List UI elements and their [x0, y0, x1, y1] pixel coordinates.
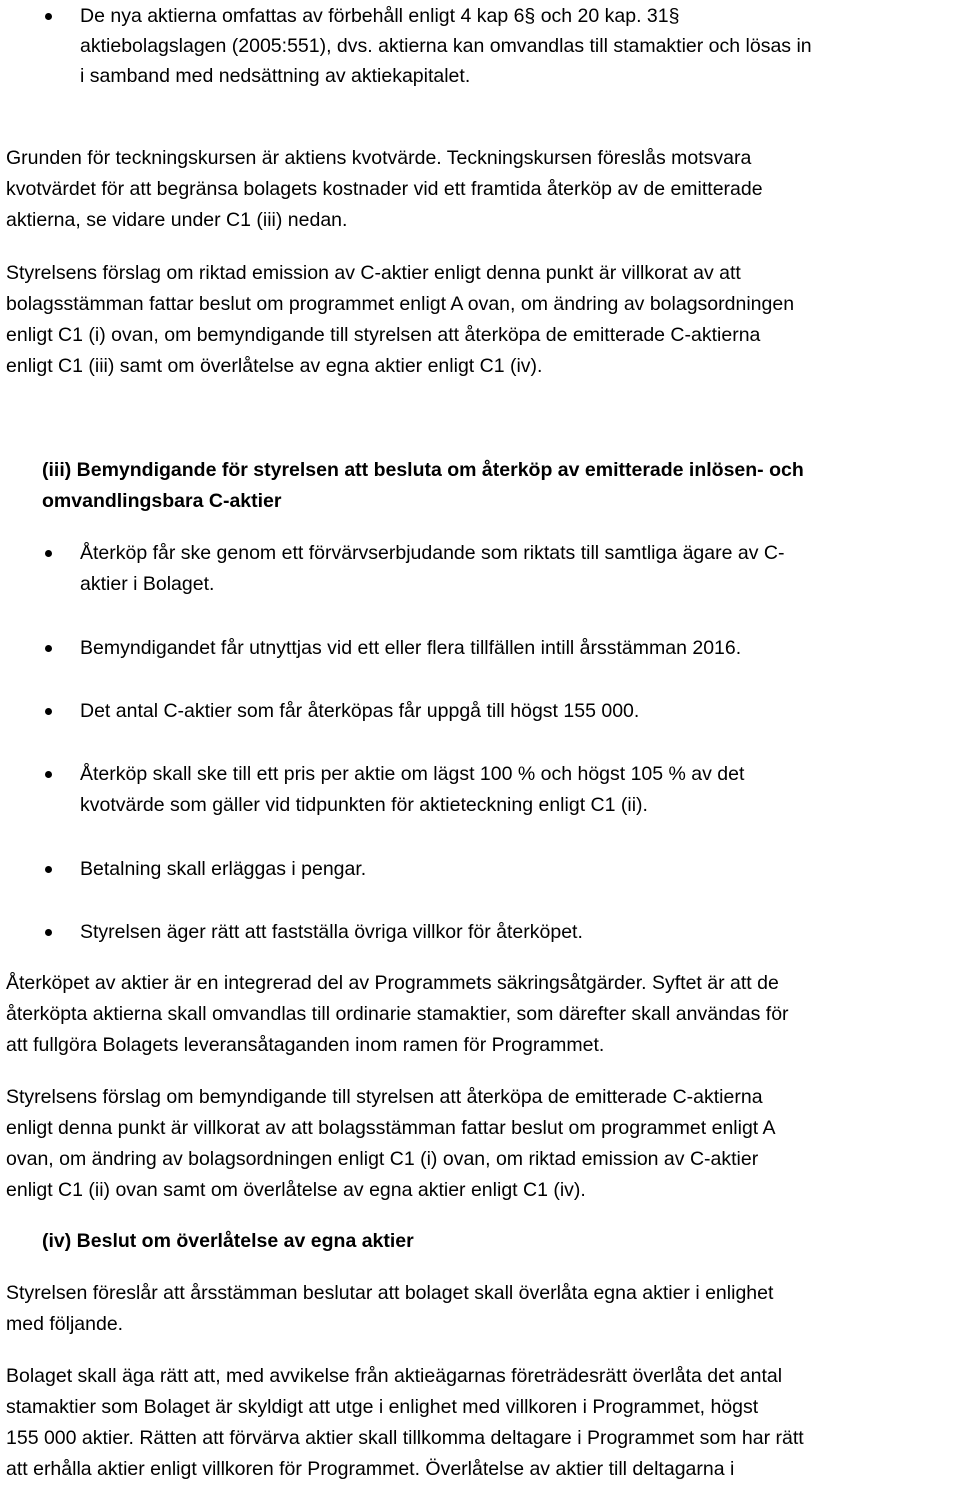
paragraph-line: ovan, om ändring av bolagsordningen enligt C1 (i) ovan, om riktad emission av C-aktier	[6, 1148, 759, 1170]
paragraph-line: Återköpet av aktier är en integrerad del av Programmets säkringsåtgärder. Syftet är att de	[6, 972, 779, 994]
bullet-point	[45, 708, 52, 715]
paragraph-line: Styrelsen föreslår att årsstämman beslutar att bolaget skall överlåta egna aktier i enlighet	[6, 1282, 774, 1304]
paragraph-line: Styrelsens förslag om bemyndigande till styrelsen att återköpa de emitterade C-aktierna	[6, 1086, 763, 1108]
paragraph-line: kvotvärdet för att begränsa bolagets kostnader vid ett framtida återköp av de emitterade	[6, 178, 763, 200]
bullet-text-line: aktier i Bolaget.	[80, 573, 215, 595]
paragraph-line: enligt C1 (ii) ovan samt om överlåtelse av egna aktier enligt C1 (iv).	[6, 1179, 586, 1201]
bullet-text-line: Styrelsen äger rätt att fastställa övriga villkor för återköpet.	[80, 921, 583, 943]
bullet-text-line: De nya aktierna omfattas av förbehåll enligt 4 kap 6§ och 20 kap. 31§	[80, 5, 680, 27]
bullet-point	[45, 866, 52, 873]
paragraph-line: Styrelsens förslag om riktad emission av C-aktier enligt denna punkt är villkorat av att	[6, 262, 741, 284]
paragraph-line: återköpta aktierna skall omvandlas till ordinarie stamaktier, som därefter skall användas för	[6, 1003, 789, 1025]
bullet-text-line: aktiebolagslagen (2005:551), dvs. aktierna kan omvandlas till stamaktier och lösas in	[80, 35, 812, 57]
bullet-text-line: i samband med nedsättning av aktiekapitalet.	[80, 65, 471, 87]
bullet-point	[45, 929, 52, 936]
bullet-point	[45, 645, 52, 652]
bullet-text-line: Det antal C-aktier som får återköpas får uppgå till högst 155 000.	[80, 700, 640, 722]
paragraph-line: att erhålla aktier enligt villkoren för Programmet. Överlåtelse av aktier till deltagarna i	[6, 1458, 735, 1480]
paragraph-line: med följande.	[6, 1313, 124, 1335]
paragraph-line: stamaktier som Bolaget är skyldigt att utge i enlighet med villkoren i Programmet, högst	[6, 1396, 759, 1418]
section-heading: (iv) Beslut om överlåtelse av egna aktier	[42, 1230, 414, 1252]
paragraph-line: Bolaget skall äga rätt att, med avvikelse från aktieägarnas företrädesrätt överlåta det antal	[6, 1365, 783, 1387]
paragraph-line: bolagsstämman fattar beslut om programmet enligt A ovan, om ändring av bolagsordningen	[6, 293, 795, 315]
bullet-point	[45, 13, 52, 20]
paragraph-line: enligt denna punkt är villkorat av att bolagsstämman fattar beslut om programmet enligt A	[6, 1117, 776, 1139]
paragraph-line: enligt C1 (i) ovan, om bemyndigande till styrelsen att återköpa de emitterade C-aktierna	[6, 324, 761, 346]
bullet-text-line: Återköp skall ske till ett pris per aktie om lägst 100 % och högst 105 % av det	[80, 763, 745, 785]
paragraph-line: Grunden för teckningskursen är aktiens kvotvärde. Teckningskursen föreslås motsvara	[6, 147, 752, 169]
paragraph-line: aktierna, se vidare under C1 (iii) nedan.	[6, 209, 348, 231]
bullet-point	[45, 550, 52, 557]
paragraph-line: att fullgöra Bolagets leveransåtaganden inom ramen för Programmet.	[6, 1034, 605, 1056]
bullet-text-line: Bemyndigandet får utnyttjas vid ett eller flera tillfällen intill årsstämman 2016.	[80, 637, 742, 659]
bullet-text-line: Återköp får ske genom ett förvärvserbjudande som riktats till samtliga ägare av C-	[80, 542, 785, 564]
paragraph-line: 155 000 aktier. Rätten att förvärva aktier skall tillkomma deltagare i Programmet som har rätt	[6, 1427, 804, 1449]
section-heading: omvandlingsbara C-aktier	[42, 490, 282, 512]
paragraph-line: enligt C1 (iii) samt om överlåtelse av egna aktier enligt C1 (iv).	[6, 355, 543, 377]
bullet-text-line: Betalning skall erläggas i pengar.	[80, 858, 367, 880]
section-heading: (iii) Bemyndigande för styrelsen att besluta om återköp av emitterade inlösen- och	[42, 459, 804, 481]
bullet-point	[45, 771, 52, 778]
bullet-text-line: kvotvärde som gäller vid tidpunkten för aktieteckning enligt C1 (ii).	[80, 794, 648, 816]
